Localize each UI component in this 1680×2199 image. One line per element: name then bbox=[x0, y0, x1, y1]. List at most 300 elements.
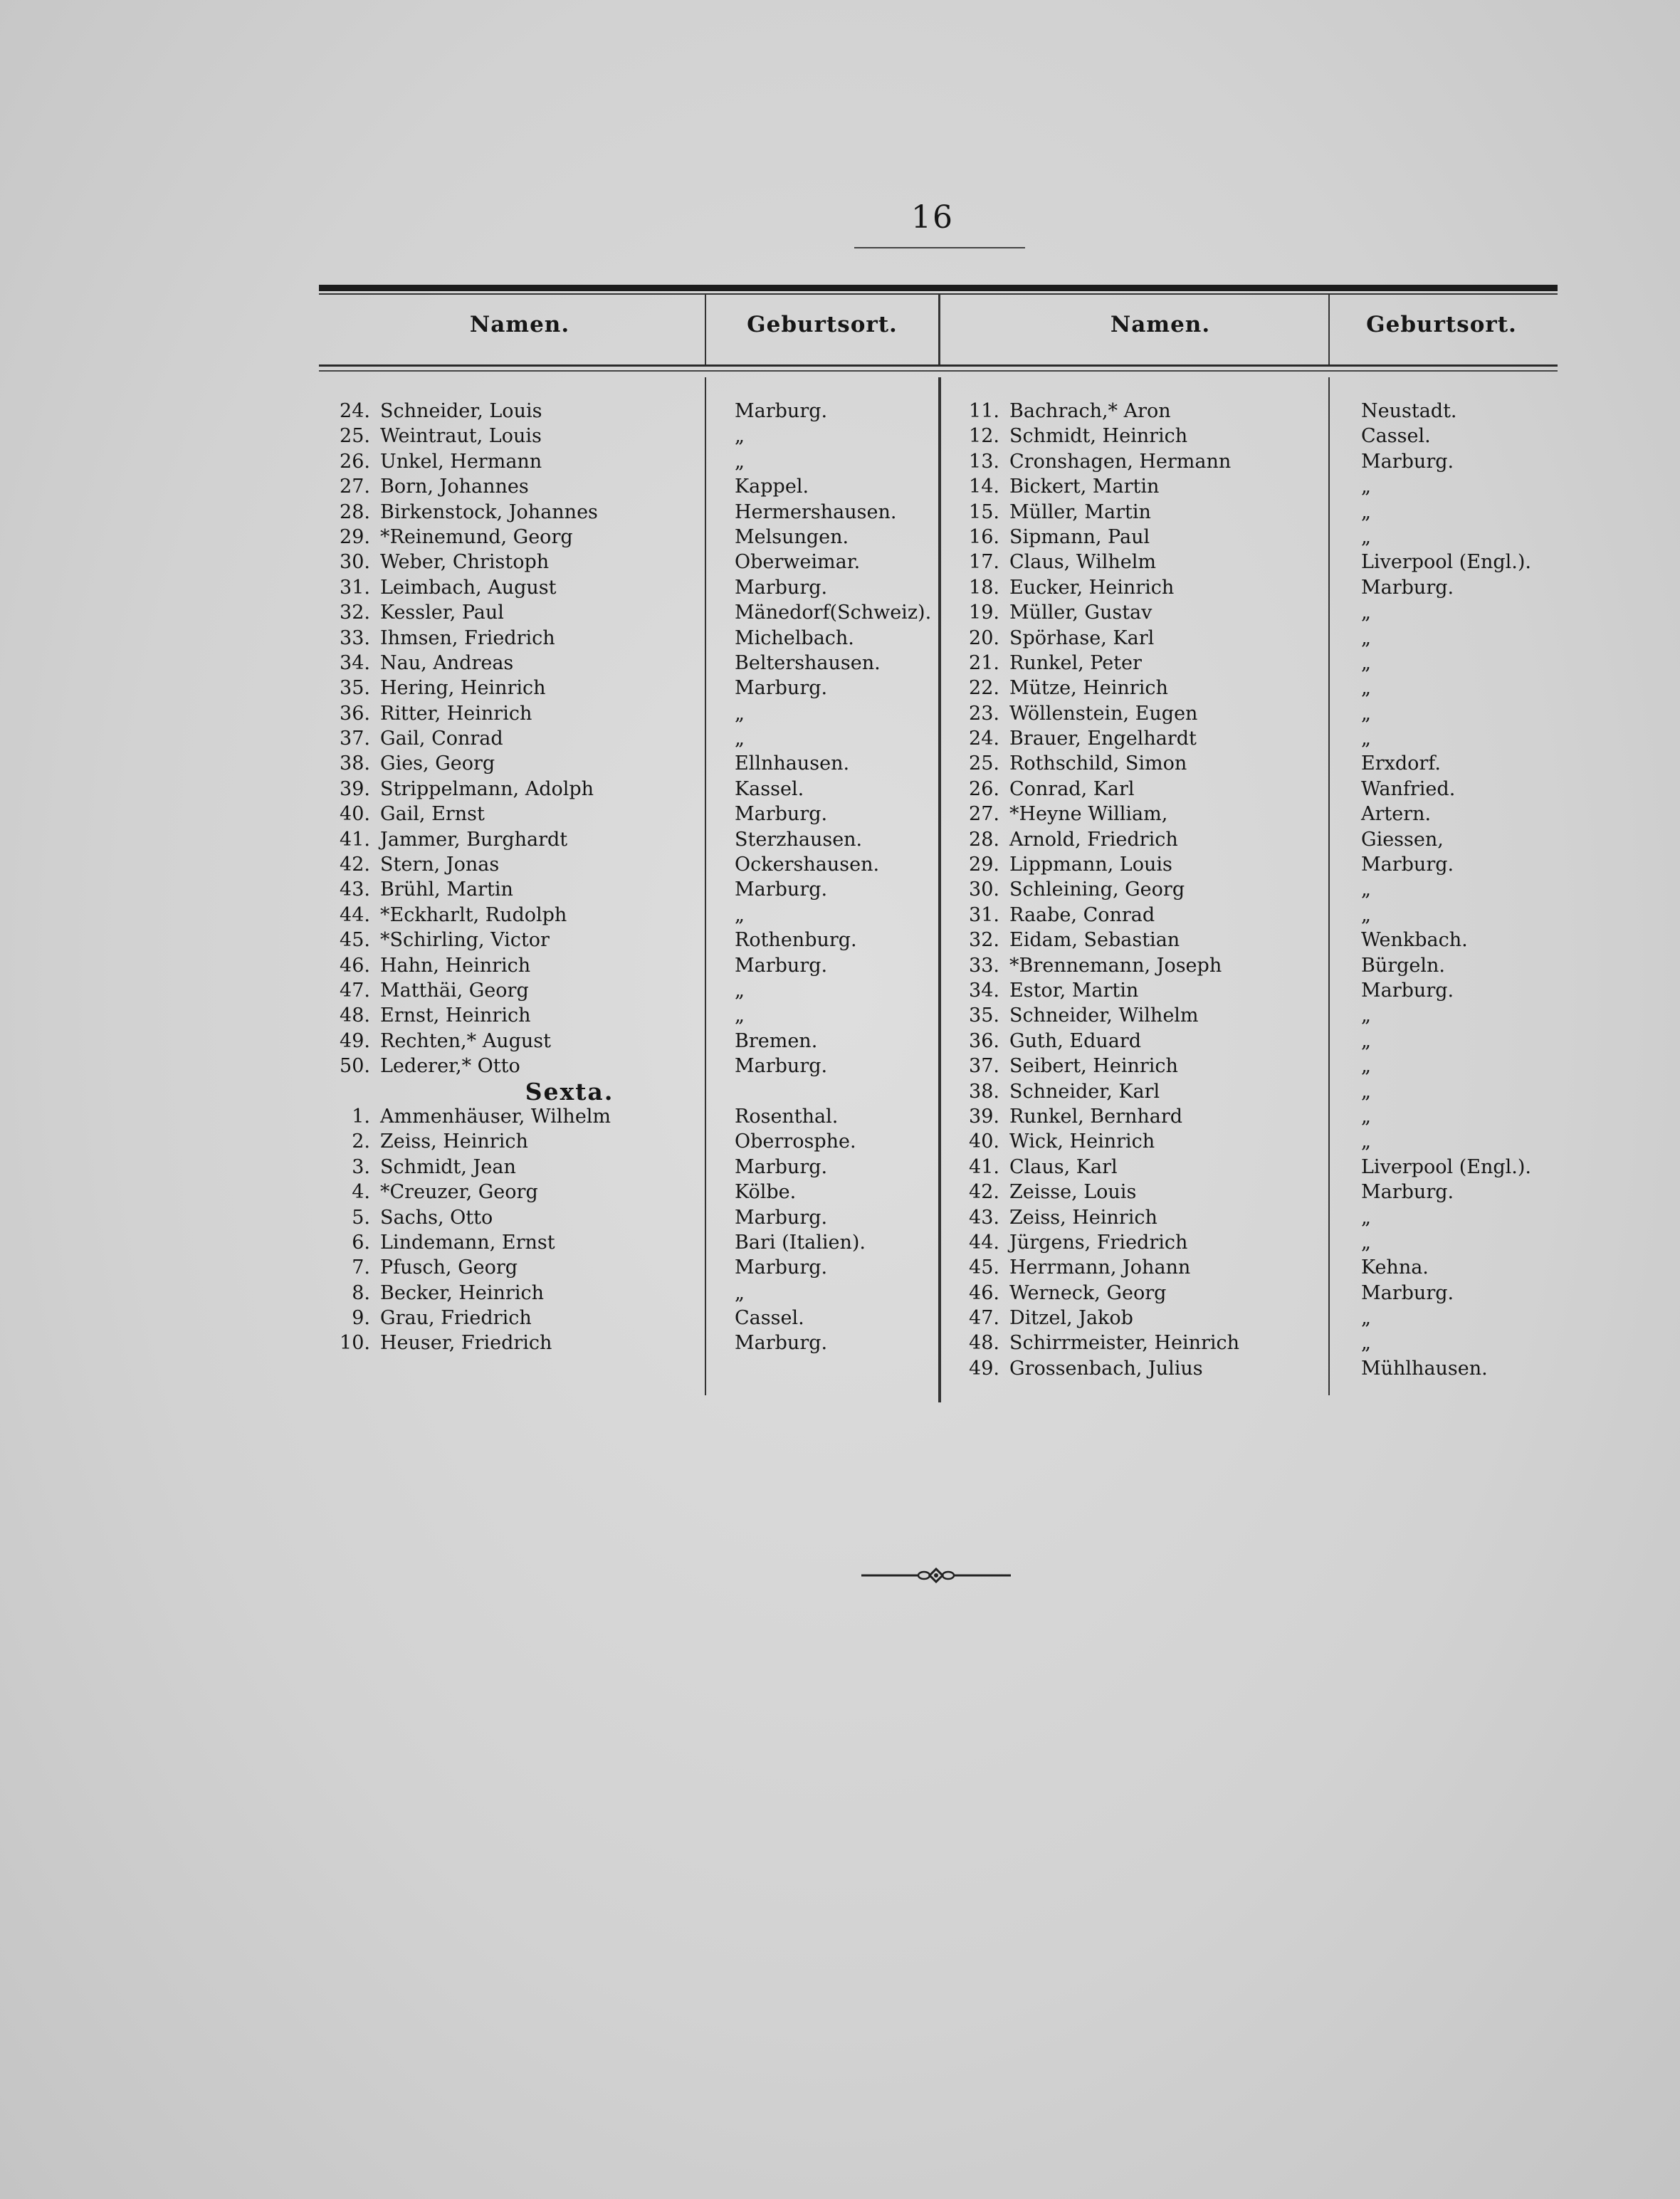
header-left-names: Namen. bbox=[469, 312, 570, 337]
table-row bbox=[954, 1180, 1324, 1205]
birthplace-cell: „ bbox=[1361, 1004, 1371, 1027]
entry-number: 33. bbox=[969, 954, 999, 977]
birthplace-cell: Melsungen. bbox=[735, 525, 849, 548]
table-row bbox=[954, 827, 1324, 852]
birthplace-cell: Oberweimar. bbox=[735, 551, 861, 574]
birthplace-cell: „ bbox=[1361, 728, 1371, 750]
entry-number: 38. bbox=[340, 752, 370, 775]
entry-number: 49. bbox=[969, 1357, 999, 1380]
birthplace-cell: Wenkbach. bbox=[1361, 929, 1468, 952]
birthplace-cell: Wanfried. bbox=[1361, 777, 1456, 800]
entry-number: 44. bbox=[340, 903, 370, 926]
table-row bbox=[954, 903, 1324, 928]
pupil-name: Heuser, Friedrich bbox=[380, 1332, 552, 1355]
entry-number: 8. bbox=[352, 1281, 370, 1304]
pupil-name: Raabe, Conrad bbox=[1009, 903, 1155, 926]
entry-number: 7. bbox=[352, 1256, 370, 1279]
birthplace-cell: „ bbox=[735, 728, 745, 750]
birthplace-cell: Marburg. bbox=[1361, 854, 1454, 876]
pupil-name: Lindemann, Ernst bbox=[380, 1231, 555, 1254]
pupil-name: Nau, Andreas bbox=[380, 651, 514, 674]
table-row bbox=[320, 1205, 705, 1230]
birthplace-cell: „ bbox=[735, 979, 745, 1002]
birthplace-cell: Erxdorf. bbox=[1361, 752, 1441, 775]
entry-number: 26. bbox=[340, 450, 370, 473]
entry-number: 47. bbox=[969, 1307, 999, 1330]
birthplace-cell: „ bbox=[1361, 602, 1371, 624]
table-row bbox=[320, 600, 705, 625]
pupil-name: Werneck, Georg bbox=[1009, 1281, 1167, 1304]
birthplace-cell: „ bbox=[1361, 1332, 1371, 1355]
entry-number: 4. bbox=[352, 1181, 370, 1204]
entry-number: 24. bbox=[340, 400, 370, 422]
table-row bbox=[320, 1230, 705, 1255]
table-row bbox=[320, 1003, 705, 1028]
header-right-names: Namen. bbox=[1110, 312, 1211, 337]
left-places-column bbox=[735, 399, 941, 1356]
entry-number: 30. bbox=[340, 551, 370, 574]
table-row bbox=[954, 575, 1324, 600]
table-row bbox=[954, 676, 1324, 700]
birthplace-cell: „ bbox=[1361, 1080, 1371, 1103]
pupil-name: Cronshagen, Hermann bbox=[1009, 450, 1232, 473]
table-row bbox=[954, 701, 1324, 726]
table-row bbox=[320, 1104, 705, 1129]
table-row bbox=[954, 928, 1324, 952]
birthplace-cell: Cassel. bbox=[1361, 425, 1431, 448]
table-row bbox=[320, 852, 705, 877]
birthplace-cell: Artern. bbox=[1361, 803, 1432, 826]
entry-number: 13. bbox=[969, 450, 999, 473]
birthplace-cell: „ bbox=[1361, 1307, 1371, 1330]
entry-number: 2. bbox=[352, 1130, 370, 1153]
pupil-name: Rothschild, Simon bbox=[1009, 752, 1187, 775]
pupil-name: Zeisse, Louis bbox=[1009, 1181, 1137, 1204]
birthplace-cell: „ bbox=[1361, 1206, 1371, 1229]
entry-number: 41. bbox=[969, 1155, 999, 1178]
entry-number: 44. bbox=[969, 1231, 999, 1254]
entry-number: 12. bbox=[969, 425, 999, 448]
birthplace-cell: Oberrosphe. bbox=[735, 1130, 856, 1153]
birthplace-cell: Marburg. bbox=[1361, 576, 1454, 599]
section-spacer bbox=[735, 1079, 941, 1104]
table-row bbox=[954, 500, 1324, 525]
entry-number: 47. bbox=[340, 979, 370, 1002]
birthplace-cell: Marburg. bbox=[735, 1155, 828, 1178]
birthplace-cell: „ bbox=[1361, 500, 1371, 523]
pupil-name: Müller, Martin bbox=[1009, 500, 1151, 523]
table-row bbox=[954, 978, 1324, 1003]
pupil-name: Bickert, Martin bbox=[1009, 476, 1160, 498]
pupil-name: Kessler, Paul bbox=[380, 602, 504, 624]
birthplace-cell: Cassel. bbox=[735, 1307, 804, 1330]
birthplace-cell: „ bbox=[1361, 702, 1371, 725]
table-row bbox=[320, 424, 705, 448]
pupil-name: Lederer,* Otto bbox=[380, 1055, 520, 1078]
table-row bbox=[320, 701, 705, 726]
birthplace-cell: „ bbox=[735, 425, 745, 448]
entry-number: 50. bbox=[340, 1055, 370, 1078]
entry-number: 34. bbox=[969, 979, 999, 1002]
birthplace-cell: „ bbox=[1361, 677, 1371, 700]
table-row bbox=[320, 1129, 705, 1154]
birthplace-cell: „ bbox=[1361, 525, 1371, 548]
pupil-name: Schirrmeister, Heinrich bbox=[1009, 1332, 1240, 1355]
pupil-name: Sipmann, Paul bbox=[1009, 525, 1150, 548]
birthplace-cell: „ bbox=[1361, 476, 1371, 498]
table-row bbox=[954, 474, 1324, 499]
birthplace-cell: Rothenburg. bbox=[735, 929, 857, 952]
table-row bbox=[320, 802, 705, 826]
table-row bbox=[954, 751, 1324, 776]
table-row bbox=[954, 1230, 1324, 1255]
birthplace-cell: Sterzhausen. bbox=[735, 828, 863, 851]
table-row bbox=[320, 877, 705, 902]
pupil-name: Grau, Friedrich bbox=[380, 1307, 532, 1330]
table-row bbox=[954, 877, 1324, 902]
section-title-sexta: Sexta. bbox=[525, 1077, 614, 1106]
table-row bbox=[954, 1155, 1324, 1180]
pupil-name: Wick, Heinrich bbox=[1009, 1130, 1155, 1153]
table-row bbox=[954, 1129, 1324, 1154]
table-row bbox=[320, 449, 705, 474]
birthplace-cell: „ bbox=[1361, 1029, 1371, 1052]
table-row bbox=[320, 827, 705, 852]
pupil-name: Gail, Conrad bbox=[380, 728, 503, 750]
pupil-name: Gail, Ernst bbox=[380, 803, 485, 826]
entry-number: 24. bbox=[969, 728, 999, 750]
closing-ornament-icon bbox=[861, 1566, 1011, 1585]
right-names-column bbox=[954, 399, 1324, 1381]
pupil-name: Matthäi, Georg bbox=[380, 979, 529, 1002]
pupil-name: Claus, Wilhelm bbox=[1009, 551, 1156, 574]
birthplace-cell: Bürgeln. bbox=[1361, 954, 1446, 977]
table-row bbox=[320, 953, 705, 978]
pupil-name: Schleining, Georg bbox=[1009, 878, 1185, 901]
entry-number: 18. bbox=[969, 576, 999, 599]
entry-number: 42. bbox=[969, 1181, 999, 1204]
birthplace-cell: Kölbe. bbox=[735, 1181, 797, 1204]
entry-number: 48. bbox=[340, 1004, 370, 1027]
table-row bbox=[954, 1281, 1324, 1306]
pupil-name: Müller, Gustav bbox=[1009, 602, 1153, 624]
entry-number: 43. bbox=[340, 878, 370, 901]
pupil-name: Wöllenstein, Eugen bbox=[1009, 702, 1198, 725]
entry-number: 10. bbox=[340, 1332, 370, 1355]
birthplace-cell: Marburg. bbox=[735, 878, 828, 901]
table-row bbox=[320, 575, 705, 600]
pupil-name: Born, Johannes bbox=[380, 476, 529, 498]
pupil-name: Brauer, Engelhardt bbox=[1009, 728, 1197, 750]
pupil-name: Stern, Jonas bbox=[380, 854, 500, 876]
entry-number: 29. bbox=[969, 854, 999, 876]
header-right-birthplace: Geburtsort. bbox=[1366, 312, 1517, 337]
table-row bbox=[954, 1306, 1324, 1331]
entry-number: 39. bbox=[340, 777, 370, 800]
pupil-name: Seibert, Heinrich bbox=[1009, 1055, 1178, 1078]
pupil-name: *Creuzer, Georg bbox=[380, 1181, 538, 1204]
birthplace-cell: Mühlhausen. bbox=[1361, 1357, 1488, 1380]
table-row bbox=[320, 1054, 705, 1078]
entry-number: 46. bbox=[340, 954, 370, 977]
birthplace-cell: Kassel. bbox=[735, 777, 804, 800]
table-row bbox=[320, 1281, 705, 1306]
entry-number: 32. bbox=[969, 929, 999, 952]
table-row bbox=[954, 651, 1324, 676]
birthplace-cell: Bari (Italien). bbox=[735, 1231, 866, 1254]
table-row bbox=[954, 1003, 1324, 1028]
table-row bbox=[320, 676, 705, 700]
left-names-column bbox=[320, 399, 705, 1356]
table-row bbox=[954, 600, 1324, 625]
pupil-name: Weber, Christoph bbox=[380, 551, 550, 574]
entry-number: 26. bbox=[969, 777, 999, 800]
table-row bbox=[320, 500, 705, 525]
entry-number: 37. bbox=[340, 728, 370, 750]
birthplace-cell: „ bbox=[1361, 1231, 1371, 1254]
table-row bbox=[320, 1180, 705, 1205]
table-row bbox=[954, 1255, 1324, 1280]
pupil-name: Guth, Eduard bbox=[1009, 1029, 1142, 1052]
pupil-name: Estor, Martin bbox=[1009, 979, 1139, 1002]
table-row bbox=[320, 903, 705, 928]
table-top-rule bbox=[319, 285, 1558, 291]
birthplace-cell: „ bbox=[1361, 651, 1371, 674]
pupil-name: Ritter, Heinrich bbox=[380, 702, 532, 725]
table-row bbox=[954, 1079, 1324, 1104]
pupil-name: *Heyne William, bbox=[1009, 803, 1168, 826]
pupil-name: Runkel, Bernhard bbox=[1009, 1105, 1183, 1128]
birthplace-cell: Giessen, bbox=[1361, 828, 1444, 851]
pupil-name: *Eckharlt, Rudolph bbox=[380, 903, 567, 926]
entry-number: 28. bbox=[340, 500, 370, 523]
table-row bbox=[320, 928, 705, 952]
entry-number: 3. bbox=[352, 1155, 370, 1178]
birthplace-cell: Ockershausen. bbox=[735, 854, 880, 876]
birthplace-cell: Marburg. bbox=[735, 954, 828, 977]
entry-number: 40. bbox=[340, 803, 370, 826]
table-row bbox=[954, 726, 1324, 751]
birthplace-cell: Kehna. bbox=[1361, 1256, 1429, 1279]
birthplace-cell: Beltershausen. bbox=[735, 651, 881, 674]
birthplace-cell: „ bbox=[1361, 626, 1371, 649]
pupil-name: Jammer, Burghardt bbox=[380, 828, 568, 851]
entry-number: 43. bbox=[969, 1206, 999, 1229]
pupil-name: Eidam, Sebastian bbox=[1009, 929, 1180, 952]
pupil-name: Lippmann, Louis bbox=[1009, 854, 1172, 876]
header-divider-3 bbox=[1328, 295, 1330, 364]
table-row bbox=[954, 802, 1324, 826]
birthplace-cell: „ bbox=[735, 1281, 745, 1304]
entry-number: 1. bbox=[352, 1105, 370, 1128]
table-row bbox=[954, 449, 1324, 474]
pupil-name: Strippelmann, Adolph bbox=[380, 777, 594, 800]
birthplace-cell: „ bbox=[735, 903, 745, 926]
pupil-name: Hahn, Heinrich bbox=[380, 954, 531, 977]
table-row bbox=[954, 399, 1324, 424]
entry-number: 28. bbox=[969, 828, 999, 851]
entry-number: 42. bbox=[340, 854, 370, 876]
table-row bbox=[320, 525, 705, 550]
birthplace-cell: Marburg. bbox=[735, 400, 828, 422]
table-row bbox=[320, 1155, 705, 1180]
birthplace-cell: Mänedorf(Schweiz). bbox=[735, 602, 932, 624]
entry-number: 34. bbox=[340, 651, 370, 674]
pupil-name: Bachrach,* Aron bbox=[1009, 400, 1171, 422]
entry-number: 38. bbox=[969, 1080, 999, 1103]
entry-number: 14. bbox=[969, 476, 999, 498]
pupil-name: Leimbach, August bbox=[380, 576, 557, 599]
table-row bbox=[320, 550, 705, 574]
pupil-name: Unkel, Hermann bbox=[380, 450, 542, 473]
table-row bbox=[954, 1331, 1324, 1355]
table-row bbox=[320, 474, 705, 499]
pupil-name: Jürgens, Friedrich bbox=[1009, 1231, 1188, 1254]
table-row bbox=[320, 651, 705, 676]
entry-number: 22. bbox=[969, 677, 999, 700]
entry-number: 46. bbox=[969, 1281, 999, 1304]
table-row bbox=[320, 1255, 705, 1280]
entry-number: 25. bbox=[340, 425, 370, 448]
entry-number: 25. bbox=[969, 752, 999, 775]
pupil-name: Conrad, Karl bbox=[1009, 777, 1135, 800]
table-row bbox=[320, 626, 705, 651]
table-row bbox=[954, 525, 1324, 550]
pupil-name: Spörhase, Karl bbox=[1009, 626, 1155, 649]
birthplace-cell: Kappel. bbox=[735, 476, 809, 498]
entry-number: 35. bbox=[969, 1004, 999, 1027]
birthplace-cell: „ bbox=[735, 1004, 745, 1027]
pupil-name: Schmidt, Jean bbox=[380, 1155, 516, 1178]
pupil-name: Zeiss, Heinrich bbox=[1009, 1206, 1157, 1229]
entry-number: 20. bbox=[969, 626, 999, 649]
entry-number: 36. bbox=[340, 702, 370, 725]
entry-number: 31. bbox=[340, 576, 370, 599]
entry-number: 45. bbox=[969, 1256, 999, 1279]
pupil-name: Zeiss, Heinrich bbox=[380, 1130, 528, 1153]
birthplace-cell: Rosenthal. bbox=[735, 1105, 839, 1128]
entry-number: 49. bbox=[340, 1029, 370, 1052]
table-row bbox=[954, 1029, 1324, 1054]
birthplace-cell: Marburg. bbox=[1361, 1181, 1454, 1204]
page-number: 16 bbox=[911, 199, 954, 236]
entry-number: 45. bbox=[340, 929, 370, 952]
column-divider-1 bbox=[705, 377, 706, 1395]
birthplace-cell: Marburg. bbox=[735, 803, 828, 826]
entry-number: 29. bbox=[340, 525, 370, 548]
entry-number: 16. bbox=[969, 525, 999, 548]
entry-number: 21. bbox=[969, 651, 999, 674]
table-row bbox=[954, 777, 1324, 802]
pupil-name: *Reinemund, Georg bbox=[380, 525, 573, 548]
pupil-name: Schneider, Wilhelm bbox=[1009, 1004, 1199, 1027]
birthplace-cell: Marburg. bbox=[1361, 450, 1454, 473]
table-row bbox=[954, 626, 1324, 651]
birthplace-cell: „ bbox=[735, 450, 745, 473]
table-row bbox=[954, 1205, 1324, 1230]
pupil-name: Ditzel, Jakob bbox=[1009, 1307, 1133, 1330]
birthplace-cell: Marburg. bbox=[735, 1055, 828, 1078]
pupil-name: Brühl, Martin bbox=[380, 878, 513, 901]
birthplace-cell: Marburg. bbox=[1361, 1281, 1454, 1304]
birthplace-cell: „ bbox=[735, 702, 745, 725]
header-divider-2 bbox=[938, 295, 940, 364]
pupil-name: Mütze, Heinrich bbox=[1009, 677, 1168, 700]
pupil-name: Herrmann, Johann bbox=[1009, 1256, 1191, 1279]
entry-number: 6. bbox=[352, 1231, 370, 1254]
entry-number: 23. bbox=[969, 702, 999, 725]
pupil-name: *Brennemann, Joseph bbox=[1009, 954, 1222, 977]
right-places-column bbox=[1361, 399, 1553, 1381]
birthplace-cell: „ bbox=[1361, 903, 1371, 926]
pupil-name: Runkel, Peter bbox=[1009, 651, 1142, 674]
pupil-name: Hering, Heinrich bbox=[380, 677, 546, 700]
pupil-name: Schneider, Louis bbox=[380, 400, 542, 422]
table-row bbox=[320, 1306, 705, 1331]
entry-number: 19. bbox=[969, 602, 999, 624]
header-divider-1 bbox=[705, 295, 706, 364]
birthplace-cell: „ bbox=[1361, 1055, 1371, 1078]
table-row bbox=[320, 399, 705, 424]
pupil-name: Weintraut, Louis bbox=[380, 425, 542, 448]
pupil-name: Eucker, Heinrich bbox=[1009, 576, 1175, 599]
entry-number: 35. bbox=[340, 677, 370, 700]
table-row bbox=[954, 953, 1324, 978]
table-row bbox=[320, 751, 705, 776]
pupil-name: Becker, Heinrich bbox=[380, 1281, 544, 1304]
entry-number: 30. bbox=[969, 878, 999, 901]
table-row bbox=[320, 1029, 705, 1054]
pupil-name: Gies, Georg bbox=[380, 752, 495, 775]
entry-number: 32. bbox=[340, 602, 370, 624]
entry-number: 15. bbox=[969, 500, 999, 523]
table-row bbox=[954, 424, 1324, 448]
birthplace-cell: Marburg. bbox=[735, 576, 828, 599]
table-row bbox=[954, 550, 1324, 574]
entry-number: 27. bbox=[969, 803, 999, 826]
table-row bbox=[320, 1331, 705, 1355]
birthplace-cell: Ellnhausen. bbox=[735, 752, 850, 775]
pupil-name: Schmidt, Heinrich bbox=[1009, 425, 1188, 448]
birthplace-cell: Liverpool (Engl.). bbox=[1361, 551, 1531, 574]
header-left-birthplace: Geburtsort. bbox=[747, 312, 898, 337]
entry-number: 40. bbox=[969, 1130, 999, 1153]
birthplace-cell: Neustadt. bbox=[1361, 400, 1457, 422]
birthplace-cell: „ bbox=[1361, 878, 1371, 901]
table-row bbox=[320, 777, 705, 802]
pupil-name: Schneider, Karl bbox=[1009, 1080, 1160, 1103]
entry-number: 11. bbox=[969, 400, 999, 422]
column-divider-3 bbox=[1328, 377, 1330, 1395]
pupil-name: Rechten,* August bbox=[380, 1029, 551, 1052]
table-row bbox=[954, 1356, 1324, 1381]
birthplace-cell: „ bbox=[1361, 1130, 1371, 1153]
birthplace-cell: Hermershausen. bbox=[735, 500, 897, 523]
pupil-name: Birkenstock, Johannes bbox=[380, 500, 598, 523]
birthplace-cell: Liverpool (Engl.). bbox=[1361, 1155, 1531, 1178]
table-row bbox=[320, 978, 705, 1003]
pupil-name: Grossenbach, Julius bbox=[1009, 1357, 1203, 1380]
pupil-name: Sachs, Otto bbox=[380, 1206, 493, 1229]
entry-number: 48. bbox=[969, 1332, 999, 1355]
entry-number: 31. bbox=[969, 903, 999, 926]
entry-number: 36. bbox=[969, 1029, 999, 1052]
entry-number: 5. bbox=[352, 1206, 370, 1229]
entry-number: 37. bbox=[969, 1055, 999, 1078]
birthplace-cell: Marburg. bbox=[735, 1206, 828, 1229]
table-row bbox=[320, 726, 705, 751]
birthplace-cell: Marburg. bbox=[735, 1256, 828, 1279]
